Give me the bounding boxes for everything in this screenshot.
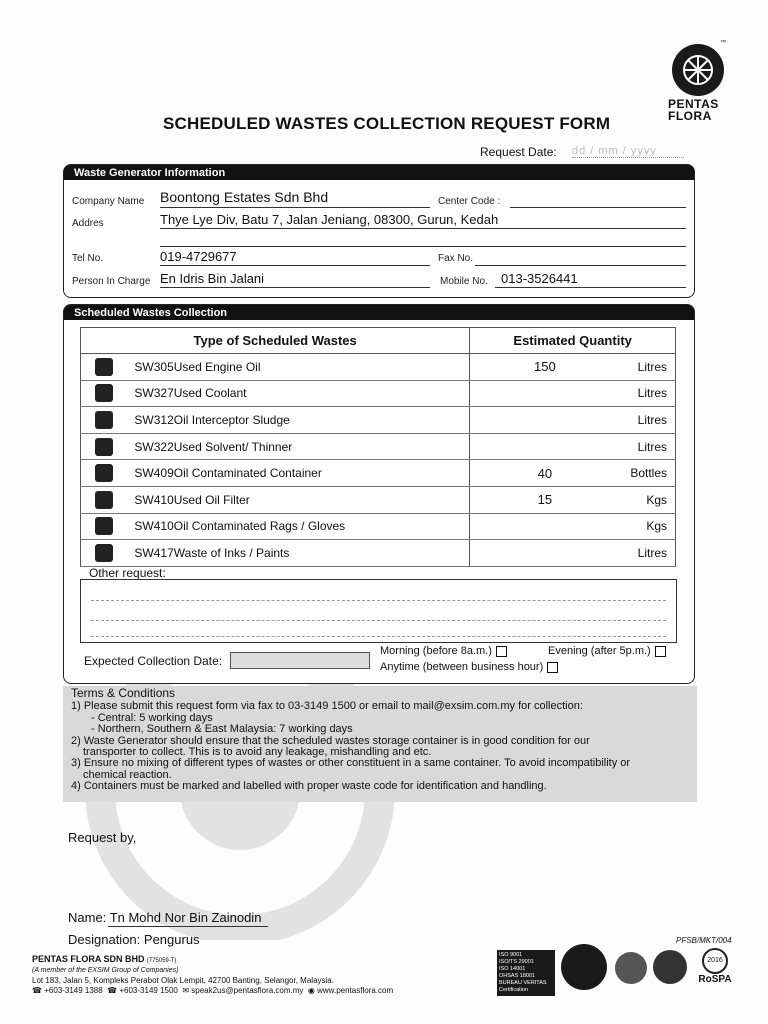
terms-line: chemical reaction. [83,768,172,781]
table-row [81,460,676,487]
morning-checkbox[interactable] [496,646,507,657]
other-request-field[interactable] [80,579,677,643]
tel-value[interactable]: 019-4729677 [160,249,237,264]
logo-text-pentas: PENTAS [668,97,719,111]
waste-type-cell [126,460,469,487]
unit-label: Kgs [620,513,676,540]
rospa-award [697,948,733,985]
terms-line: 1) Please submit this request form via fax to 03-3149 1500 or email to mail@exsim.com.my for collection: [71,700,583,713]
certification-seal-icon [615,952,647,984]
oil-filter-icon [95,491,113,509]
quantity-field[interactable] [470,380,620,407]
mobile-underline [495,287,686,288]
bureau-veritas-seal-icon [561,944,607,990]
unit-label: Litres [620,354,676,381]
request-date-label: Request Date: [480,145,557,159]
waste-code: SW409 [134,466,174,481]
table-row [81,354,676,381]
iso-line: ISO 9001 [499,952,523,958]
waste-type-cell [126,380,469,407]
center-code-field[interactable] [510,207,686,208]
designation-value[interactable]: Pengurus [143,932,200,947]
quantity-field[interactable]: 40 [470,460,620,487]
section-heading: Waste Generator Information [64,165,694,180]
evening-label: Evening (after 5p.m.) [548,645,651,657]
waste-generator-section [63,164,695,298]
company-name-label: Company Name [72,196,145,207]
company-name-value[interactable]: Boontong Estates Sdn Bhd [160,189,329,205]
table-row [81,380,676,407]
person-in-charge-label: Person In Charge [72,276,151,287]
certification-logos [497,944,737,1000]
solvent-can-icon [95,438,113,456]
unit-label: Bottles [620,460,676,487]
anytime-label: Anytime (between business hour) [380,661,544,673]
flower-logo-icon [672,44,724,96]
quantity-field[interactable] [470,407,620,434]
footer-company-name: PENTAS FLORA SDN BHD [32,954,145,964]
container-icon [95,464,113,482]
footer-fax: +603-3149 1500 [119,986,178,995]
waste-type-cell [126,513,469,540]
center-code-label: Center Code : [438,196,501,207]
mobile-value[interactable]: 013-3526441 [501,271,578,286]
email-icon: ✉ [182,986,190,995]
expected-collection-date-label: Expected Collection Date: [84,654,223,668]
wastes-table [80,327,676,567]
form-title: SCHEDULED WASTES COLLECTION REQUEST FORM [163,114,611,133]
person-in-charge-value[interactable]: En Idris Bin Jalani [160,271,265,286]
fax-field[interactable] [475,265,686,266]
iso-certification-badge [497,950,555,996]
tel-underline [160,265,430,266]
waste-name: Used Oil Filter [173,492,250,507]
terms-line: 3) Ensure no mixing of different types of wastes or other constituent in a same container. To avoid incompatibility or [71,757,631,770]
footer-email[interactable]: speak2us@pentasflora.com.my [191,986,304,995]
request-by-label: Request by, [68,830,137,845]
waste-name: Used Solvent/ Thinner [173,439,293,454]
iso-line: BUREAU VERITAS [499,980,547,986]
waste-icon-cell [81,380,127,407]
unit-label: Litres [620,407,676,434]
terms-line: - Central: 5 working days [91,711,213,724]
waste-icon-cell [81,407,127,434]
pentas-flora-logo [668,44,734,122]
request-date-field[interactable]: dd / mm / yyyy [572,145,684,158]
morning-option [380,645,507,657]
waste-code: SW322 [134,439,174,454]
waste-icon-cell [81,486,127,513]
terms-line: 2) Waste Generator should ensure that the scheduled wastes storage container is in good condition for our [71,734,590,747]
waste-name: Used Engine Oil [173,359,261,374]
footer-address: Lot 183, Jalan 5, Kompleks Perabot Olak Lempit, 42700 Banting, Selangor, Malaysia. [32,976,334,985]
unit-label: Litres [620,540,676,567]
quantity-column-header: Estimated Quantity [470,328,676,354]
footer-web[interactable]: www.pentasflora.com [317,986,394,995]
quantity-field[interactable] [470,513,620,540]
mobile-label: Mobile No. [440,276,488,287]
waste-code: SW410 [134,519,174,534]
table-row [81,433,676,460]
table-header-row [81,328,676,354]
phone-icon: ☎ [32,986,42,995]
company-footer [32,954,393,996]
table-row [81,540,676,567]
designation-row [68,932,200,947]
quantity-field[interactable]: 150 [470,354,620,381]
section-heading: Scheduled Wastes Collection [64,305,694,320]
terms-title: Terms & Conditions [71,686,176,700]
address-label: Addres [72,218,104,229]
name-value[interactable]: Tn Mohd Nor Bin Zainodin [109,910,262,925]
table-row [81,407,676,434]
iso-line: Certification [499,987,529,993]
terms-line: transporter to collect. This is to avoid any leakage, mishandling and etc. [83,746,432,759]
waste-type-cell [126,407,469,434]
paint-icon [95,544,113,562]
other-request-label: Other request: [89,566,166,580]
logo-text-flora: FLORA [668,109,712,123]
quantity-field[interactable]: 15 [470,486,620,513]
waste-type-cell [126,433,469,460]
sludge-icon [95,411,113,429]
waste-icon-cell [81,354,127,381]
name-underline [108,926,268,927]
unit-label: Litres [620,380,676,407]
iso-line: ISO/TS 29001 [499,959,534,965]
address-underline-1 [160,228,686,229]
waste-name: Oil Contaminated Rags / Gloves [173,519,346,534]
address-underline-2 [160,246,686,247]
anytime-checkbox[interactable] [547,662,558,673]
terms-and-conditions [63,686,697,802]
footer-member: (A member of the EXSIM Group of Companies) [32,967,179,974]
fax-label: Fax No. [438,253,474,264]
expected-collection-date-field[interactable] [230,652,370,669]
waste-icon-cell [81,433,127,460]
fax-icon: ☎ [107,986,118,995]
waste-type-cell [126,486,469,513]
evening-checkbox[interactable] [655,646,666,657]
waste-name: Oil Contaminated Container [173,466,322,481]
waste-name: Oil Interceptor Sludge [173,412,290,427]
waste-name: Waste of Inks / Paints [173,545,290,560]
table-row [81,513,676,540]
address-value[interactable]: Thye Lye Div, Batu 7, Jalan Jeniang, 08300, Gurun, Kedah [160,212,499,227]
iso-line: OHSAS 18001 [499,973,536,979]
recycling-badge-icon [653,950,687,984]
waste-code: SW305 [134,359,174,374]
company-name-underline [160,207,430,208]
waste-icon-cell [81,540,127,567]
unit-label: Litres [620,433,676,460]
terms-line: 4) Containers must be marked and labelled with proper waste code for identification and handling. [71,780,547,793]
waste-code: SW312 [134,412,174,427]
iso-line: ISO 14001 [499,966,526,972]
waste-code: SW410 [134,492,174,507]
unit-label: Kgs [620,486,676,513]
rags-icon [95,517,113,535]
coolant-icon [95,384,113,402]
waste-type-cell [126,354,469,381]
tel-label: Tel No. [72,253,104,264]
trademark-symbol: ™ [720,40,726,46]
rospa-label: RoSPA [698,974,732,985]
waste-icon-cell [81,513,127,540]
type-column-header: Type of Scheduled Wastes [81,328,470,354]
footer-reg-no: (775059-T) [146,958,177,964]
designation-label: Designation: [68,932,141,947]
waste-type-cell [126,540,469,567]
quantity-field[interactable] [470,433,620,460]
name-label: Name: [68,910,107,925]
oil-drop-icon [95,358,113,376]
quantity-field[interactable] [470,540,620,567]
table-row [81,486,676,513]
person-in-charge-underline [160,287,430,288]
name-row [68,910,261,925]
evening-option [548,645,666,657]
waste-code: SW327 [134,386,174,401]
reference-code: PFSB/MKT/004 [676,936,732,945]
terms-line: - Northern, Southern & East Malaysia: 7 working days [91,723,353,736]
footer-tel: +603-3149 1388 [44,986,103,995]
waste-code: SW417 [134,545,174,560]
anytime-option [380,661,558,673]
web-icon: ◉ [307,986,315,995]
waste-name: Used Coolant [173,386,247,401]
morning-label: Morning (before 8a.m.) [380,645,492,657]
waste-icon-cell [81,460,127,487]
rospa-year: 2016 [702,948,728,974]
